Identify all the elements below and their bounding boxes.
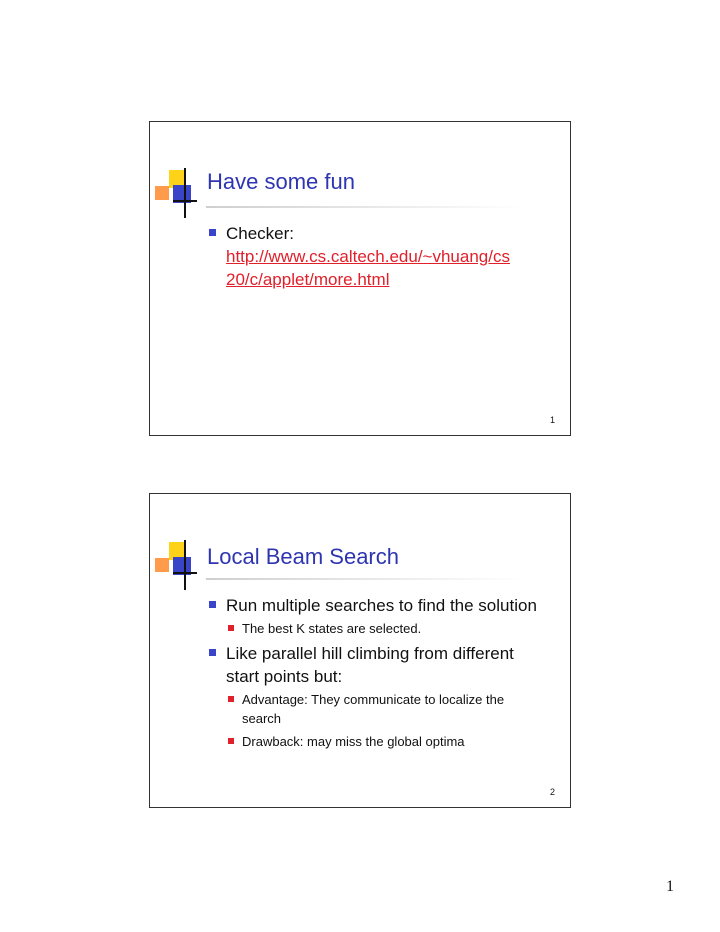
title-divider	[206, 206, 526, 208]
bullet-list	[206, 594, 546, 755]
square-sub-bullet-icon	[228, 696, 234, 702]
square-sub-bullet-icon	[228, 625, 234, 631]
title-divider	[206, 578, 526, 580]
square-bullet-icon	[209, 601, 216, 608]
checker-link[interactable]: http://www.cs.caltech.edu/~vhuang/cs 20/c/applet/more.html	[226, 247, 510, 289]
bullet-item	[206, 222, 546, 291]
slide-1	[149, 121, 571, 436]
sub-bullet-text: Drawback: may miss the global optima	[242, 734, 465, 749]
sub-bullet-item	[226, 619, 546, 638]
bullet-text: Like parallel hill climbing from different start points but:	[226, 644, 514, 686]
slide-title: Have some fun	[207, 169, 355, 194]
sub-bullet-text: Advantage: They communicate to localize the search	[242, 692, 505, 726]
square-sub-bullet-icon	[228, 738, 234, 744]
sheet-page-number: 1	[666, 878, 674, 895]
sub-bullet-item	[226, 732, 546, 751]
bullet-text: Run multiple searches to find the solution	[226, 596, 537, 615]
slide-page-number: 2	[549, 787, 555, 797]
sub-bullet-text: The best K states are selected.	[242, 621, 422, 636]
bullet-list	[206, 222, 546, 293]
square-bullet-icon	[209, 649, 216, 656]
bullet-item	[206, 594, 546, 617]
slide-title: Local Beam Search	[207, 544, 399, 569]
bullet-item	[206, 642, 546, 688]
slide-2	[149, 493, 571, 808]
sub-bullet-item	[226, 690, 546, 728]
bullet-text: Checker:	[226, 224, 295, 243]
slide-decoration-icon	[150, 494, 210, 554]
square-bullet-icon	[209, 229, 216, 236]
slide-decoration-icon	[150, 122, 210, 182]
slide-page-number: 1	[549, 415, 555, 425]
